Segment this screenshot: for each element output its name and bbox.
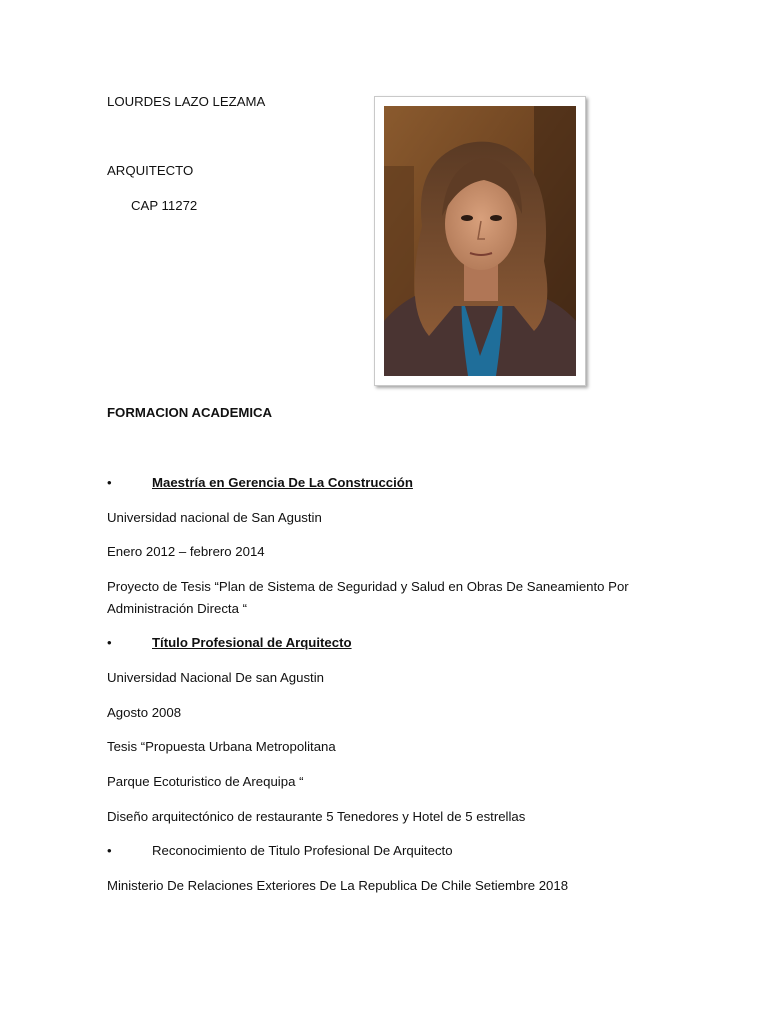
thesis-text: Proyecto de Tesis “Plan de Sistema de Seguridad y Salud en Obras De Saneamiento Por [107,579,629,594]
portrait-image [384,106,576,376]
recognition-detail: Ministerio De Relaciones Exteriores De La Republica De Chile Setiembre 2018 [107,878,569,893]
photo-frame [374,96,586,386]
degree-title: Maestría en Gerencia De La Construcción [152,475,413,490]
bullet: • [107,843,112,858]
date-range: Enero 2012 – febrero 2014 [107,544,265,559]
institution: Universidad Nacional De san Agustin [107,670,324,685]
degree-title: Título Profesional de Arquitecto [152,635,352,650]
profession: ARQUITECTO [107,163,194,178]
bullet: • [107,475,112,490]
thesis-text-cont: Administración Directa “ [107,601,247,616]
date: Agosto 2008 [107,705,182,720]
candidate-name: LOURDES LAZO LEZAMA [107,94,266,109]
section-title: FORMACION ACADEMICA [107,405,273,420]
portrait-photo [384,106,576,376]
design-text: Diseño arquitectónico de restaurante 5 Tenedores y Hotel de 5 estrellas [107,809,526,824]
thesis-text: Tesis “Propuesta Urbana Metropolitana [107,739,336,754]
bullet: • [107,635,112,650]
recognition-title: Reconocimiento de Titulo Profesional De Arquitecto [152,843,453,858]
institution: Universidad nacional de San Agustin [107,510,322,525]
registration-number: CAP 11272 [131,198,198,213]
thesis-text-cont: Parque Ecoturistico de Arequipa “ [107,774,304,789]
